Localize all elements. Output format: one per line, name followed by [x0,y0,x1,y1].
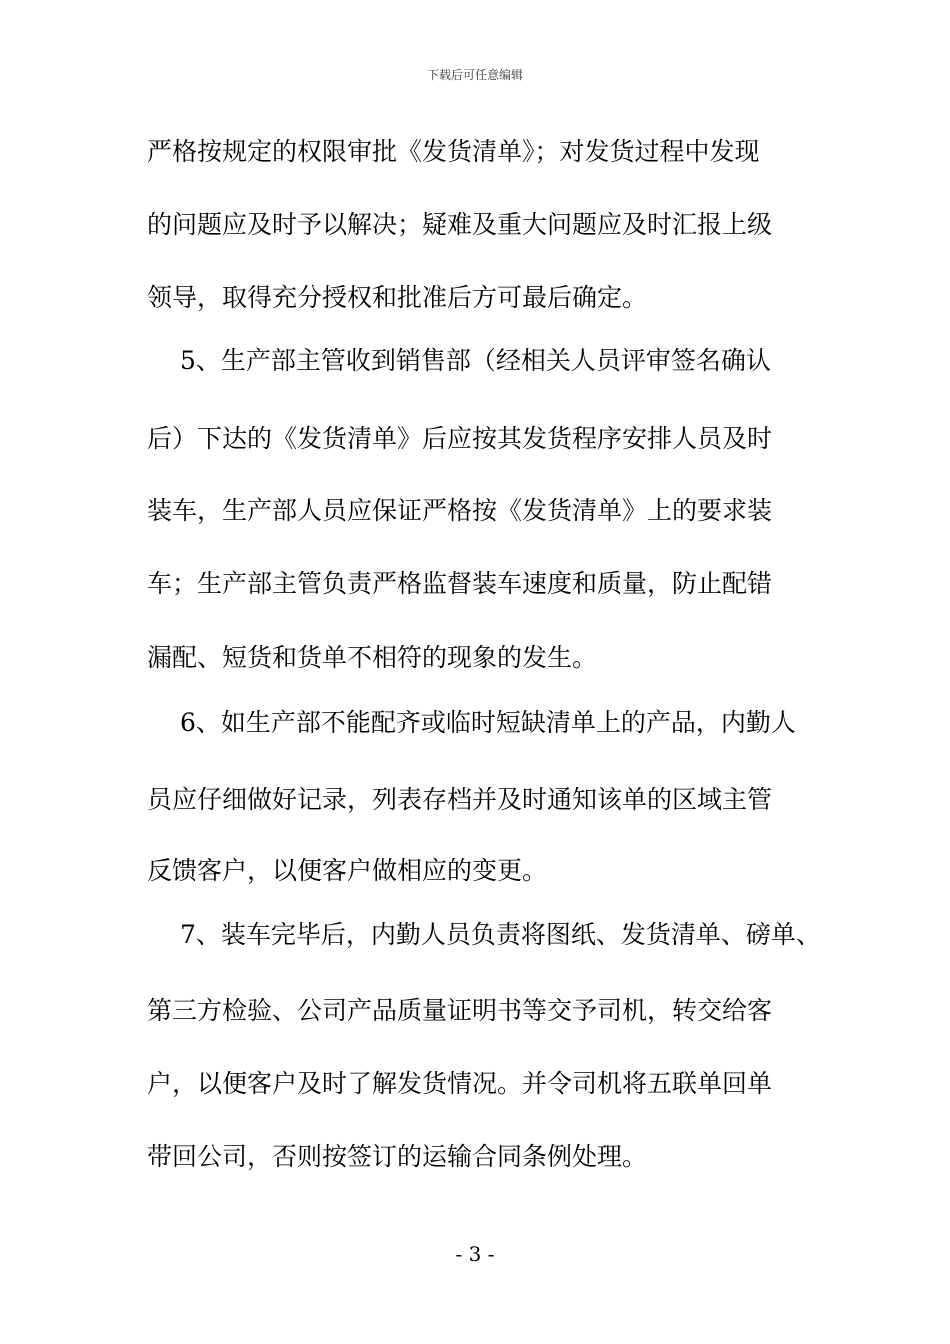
text-line: 员应仔细做好记录，列表存档并及时通知该单的区域主管 [147,785,773,814]
text-line: 7、装车完毕后，内勤人员负责将图纸、发货清单、磅单、 [180,920,821,949]
text-line: 车；生产部主管负责严格监督装车速度和质量，防止配错 [147,569,773,598]
text-line: 装车，生产部人员应保证严格按《发货清单》上的要求装 [147,496,773,525]
text-line: 户，以便客户及时了解发货情况。并令司机将五联单回单 [147,1069,773,1098]
text-line: 6、如生产部不能配齐或临时短缺清单上的产品，内勤人 [180,708,796,737]
header-note: 下载后可任意编辑 [426,68,523,82]
text-line: 带回公司，否则按签订的运输合同条例处理。 [147,1142,648,1171]
page-number: - 3 - [455,1242,495,1266]
text-line: 漏配、短货和货单不相符的现象的发生。 [147,643,598,672]
text-line: 后）下达的《发货清单》后应按其发货程序安排人员及时 [147,424,773,453]
text-line: 的问题应及时予以解决；疑难及重大问题应及时汇报上级 [147,210,773,239]
text-line: 反馈客户，以便客户做相应的变更。 [147,856,548,885]
text-line: 5、生产部主管收到销售部（经相关人员评审签名确认 [180,346,771,375]
text-line: 第三方检验、公司产品质量证明书等交予司机，转交给客 [147,996,773,1025]
text-line: 严格按规定的权限审批《发货清单》；对发货过程中发现 [147,137,760,166]
text-line: 领导，取得充分授权和批准后方可最后确定。 [147,283,648,312]
